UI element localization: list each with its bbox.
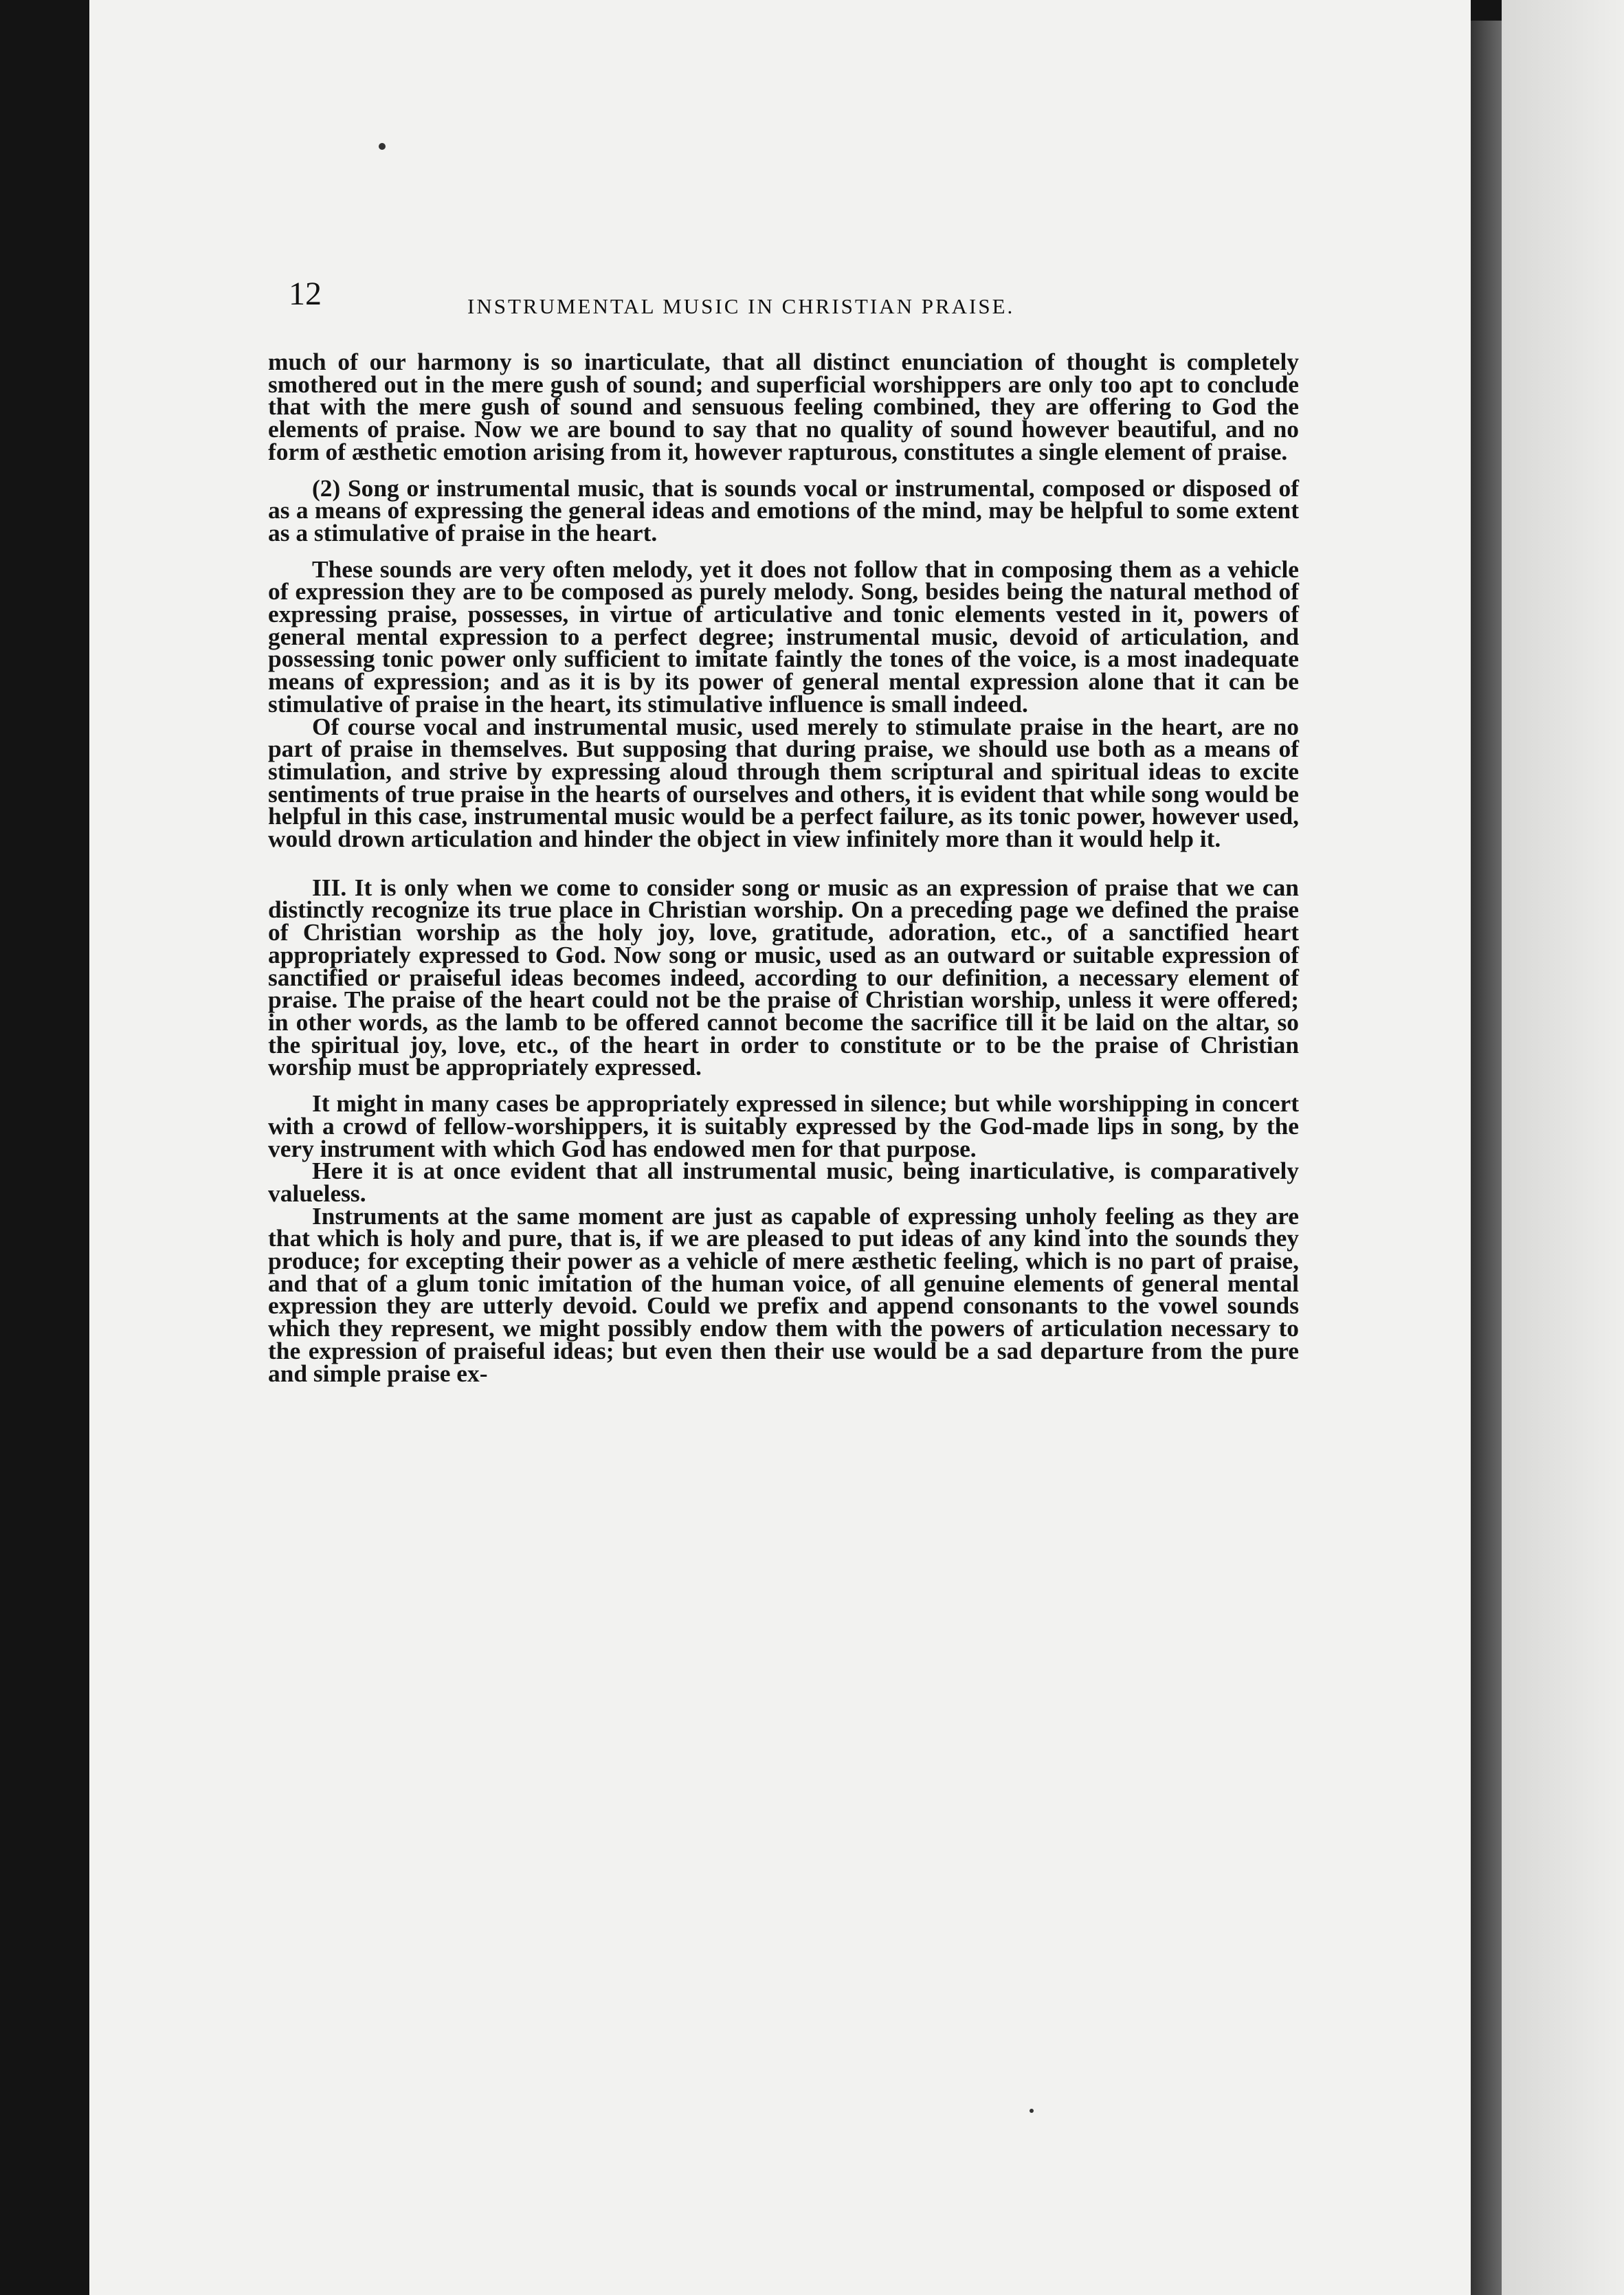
paragraph: Here it is at once evident that all instrumental music, being inarticulative, is comparatively valueless. [268,1157,1299,1207]
paragraph: (2) Song or instrumental music, that is sounds vocal or instrumental, composed or disposed of as a means of expressing the general ideas and emotions of the mind, may be helpful to some extent as a stimulative of praise in the heart. [268,474,1299,546]
print-speck [379,143,386,150]
paragraph: III. It is only when we come to consider song or music as an expression of praise that we can distinctly recognize its true place in Christian worship. On a preceding page we defined the praise of Christian worship as the holy joy, love, gratitude, adoration, etc., of a sanctified heart appropriately expressed to God. Now song or music, used as an outward or suitable expression of sanctified or praiseful ideas becomes indeed, according to our definition, a necessary element of praise. The praise of the heart could not be the praise of Christian worship, unless it were offered; in other words, as the lamb to be offered cannot become the sacrifice till it be laid on the altar, so the spiritual joy, love, etc., of the heart in order to constitute or to be the praise of Christian worship must be appropriately expressed. [268,873,1299,1081]
page-header [289,275,1306,323]
paragraph: It might in many cases be appropriately expressed in silence; but while worshipping in concert with a crowd of fellow-worshippers, it is suitably expressed by the God-made lips in song, by the very instrument with which God has endowed men for that purpose. [268,1089,1299,1162]
page-number: 12 [289,276,322,312]
paragraph: These sounds are very often melody, yet it does not follow that in composing them as a vehicle of expression they are to be composed as purely melody. Song, besides being the natural method of expressing praise, possesses, in virtue of articulative and tonic elements vested in it, powers of general mental expression to a perfect degree; instrumental music, devoid of articulation, and possessing tonic power only sufficient to imitate faintly the tones of the voice, is a most inadequate means of expression; and as it is by its power of general mental expression alone that it can be stimulative of praise in the heart, its stimulative influence is small indeed. [268,555,1299,718]
print-speck [1030,2109,1034,2113]
running-title: INSTRUMENTAL MUSIC IN CHRISTIAN PRAISE. [467,294,1015,318]
paragraph: much of our harmony is so inarticulate, that all distinct enunciation of thought is completely smothered out in the mere gush of sound; and superficial worshippers are only too apt to conclude that with the mere gush of sound and sensuous feeling combined, they are offering to God the elements of praise. Now we are bound to say that no quality of sound however beautiful, and no form of æsthetic emotion arising from it, however rapturous, constitutes a single element of praise. [268,348,1299,465]
page-body [268,348,1299,1387]
adjacent-page-edge [1502,0,1624,2295]
book-spine-shadow [1471,21,1502,2295]
paragraph: Instruments at the same moment are just as capable of expressing unholy feeling as they are that which is holy and pure, that is, if we are pleased to put ideas of any kind into the sounds they produce; for excepting their power as a vehicle of mere æsthetic feeling, which is no part of praise, and that of a glum tonic imitation of the human voice, of all genuine elements of general mental expression they are utterly devoid. Could we prefix and append consonants to the vowel sounds which they represent, we might possibly endow them with the powers of articulation necessary to the expression of praiseful ideas; but even then their use would be a sad departure from the pure and simple praise ex- [268,1201,1299,1387]
paragraph: Of course vocal and instrumental music, used merely to stimulate praise in the heart, are no part of praise in themselves. But supposing that during praise, we should use both as a means of stimulation, and strive by expressing aloud through them scriptural and spiritual ideas to excite sentiments of true praise in the hearts of ourselves and others, it is evident that while song would be helpful in this case, instrumental music would be a perfect failure, as its tonic power, however used, would drown articulation and hinder the object in view infinitely more than it would help it. [268,712,1299,853]
